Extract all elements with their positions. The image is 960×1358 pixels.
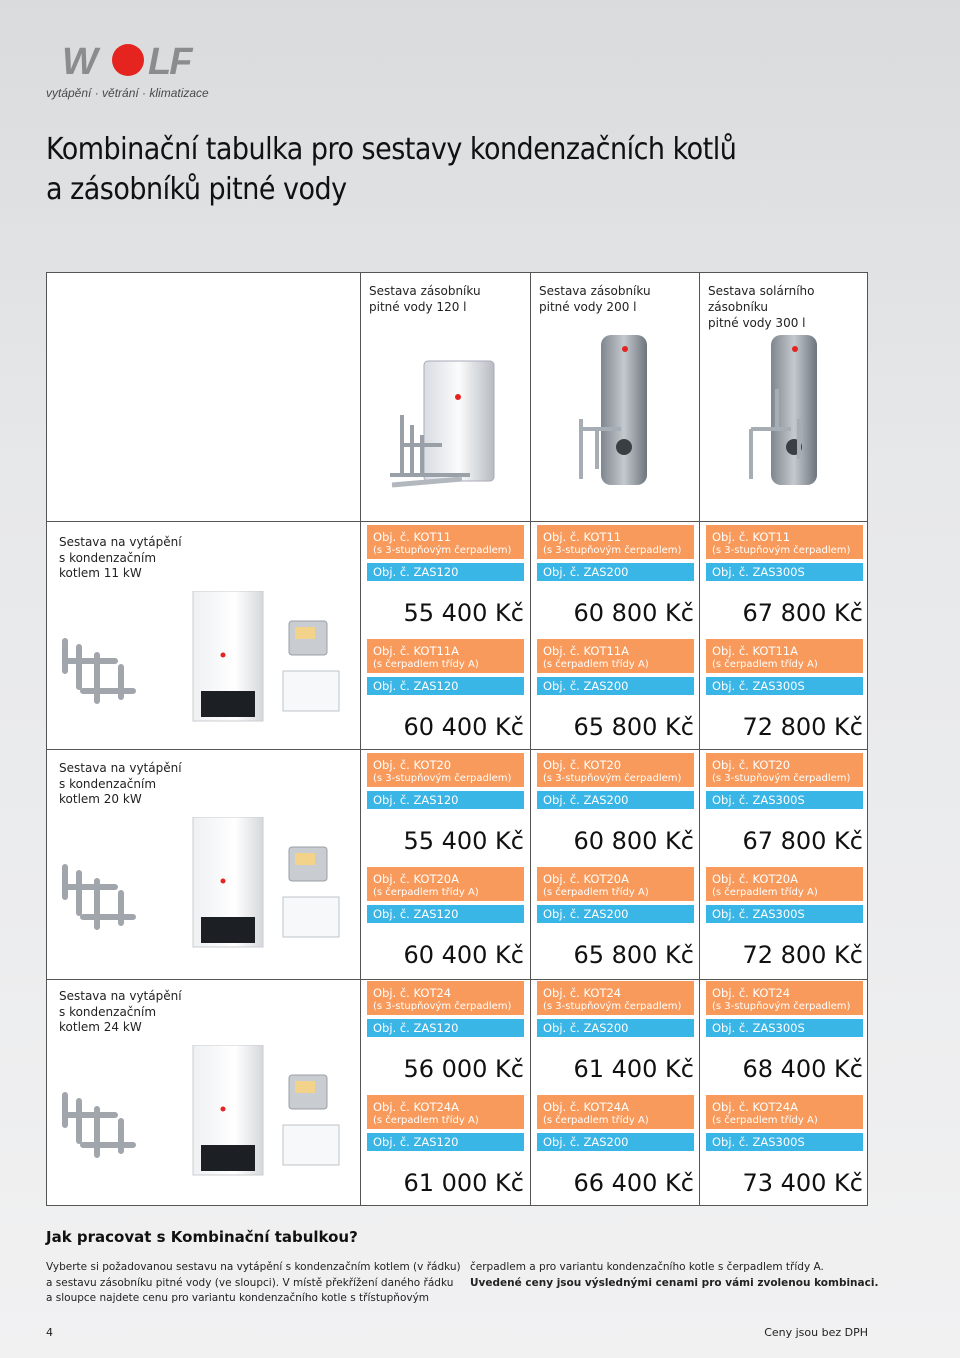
kot-order-box: Obj. č. KOT11 (s 3-stupňovým čerpadlem) (706, 525, 863, 559)
price-value: 72 800 Kč (742, 713, 863, 741)
zas-order-box: Obj. č. ZAS200 (537, 1133, 694, 1151)
price-value: 60 400 Kč (403, 713, 524, 741)
tank-200-image (567, 329, 677, 504)
grid-line (47, 979, 867, 980)
grid-line (47, 749, 867, 750)
grid-line (47, 521, 867, 522)
price-value: 55 400 Kč (403, 599, 524, 627)
zas-order-box: Obj. č. ZAS300S (706, 563, 863, 581)
kot-order-box: Obj. č. KOT11 (s 3-stupňovým čerpadlem) (367, 525, 524, 559)
kot-order-box: Obj. č. KOT24 (s 3-stupňovým čerpadlem) (706, 981, 863, 1015)
zas-order-box: Obj. č. ZAS120 (367, 905, 524, 923)
price-value: 72 800 Kč (742, 941, 863, 969)
boiler-image (61, 591, 351, 731)
column-header-300: Sestava solárního zásobníku pitné vody 300 l (708, 284, 815, 330)
price-value: 55 400 Kč (403, 827, 524, 855)
kot-order-box: Obj. č. KOT20 (s 3-stupňovým čerpadlem) (706, 753, 863, 787)
row-header-20kw: Sestava na vytápění s kondenzačním kotlem 20 kW (59, 761, 182, 806)
price-value: 65 800 Kč (573, 713, 694, 741)
svg-text:LF: LF (148, 41, 191, 80)
price-value: 73 400 Kč (742, 1169, 863, 1197)
price-note: Ceny jsou bez DPH (764, 1326, 868, 1339)
price-value: 66 400 Kč (573, 1169, 694, 1197)
kot-order-box: Obj. č. KOT11 (s 3-stupňovým čerpadlem) (537, 525, 694, 559)
price-value: 61 400 Kč (573, 1055, 694, 1083)
kot-order-box: Obj. č. KOT11A (s čerpadlem třídy A) (537, 639, 694, 673)
zas-order-box: Obj. č. ZAS300S (706, 1019, 863, 1037)
price-value: 56 000 Kč (403, 1055, 524, 1083)
boiler-image (61, 817, 351, 957)
kot-order-box: Obj. č. KOT20A (s čerpadlem třídy A) (367, 867, 524, 901)
kot-order-box: Obj. č. KOT24 (s 3-stupňovým čerpadlem) (537, 981, 694, 1015)
footer-text-left: Vyberte si požadovanou sestavu na vytápění s kondenzačním kotlem (v řádku) a sestavu zásobníku pitné vody (ve sloupci). V místě překřížení daného řádku a sloupce najdete cenu pro variantu kondenzačního kotle s třístupňovým (46, 1261, 461, 1304)
zas-order-box: Obj. č. ZAS120 (367, 791, 524, 809)
grid-line (360, 273, 361, 1205)
zas-order-box: Obj. č. ZAS300S (706, 677, 863, 695)
kot-order-box: Obj. č. KOT20 (s 3-stupňovým čerpadlem) (367, 753, 524, 787)
kot-order-box: Obj. č. KOT11A (s čerpadlem třídy A) (367, 639, 524, 673)
zas-order-box: Obj. č. ZAS300S (706, 1133, 863, 1151)
zas-order-box: Obj. č. ZAS300S (706, 791, 863, 809)
kot-order-box: Obj. č. KOT20 (s 3-stupňovým čerpadlem) (537, 753, 694, 787)
zas-order-box: Obj. č. ZAS200 (537, 1019, 694, 1037)
zas-order-box: Obj. č. ZAS200 (537, 677, 694, 695)
kot-order-box: Obj. č. KOT24A (s čerpadlem třídy A) (537, 1095, 694, 1129)
zas-order-box: Obj. č. ZAS120 (367, 563, 524, 581)
row-header-11kw: Sestava na vytápění s kondenzačním kotlem 11 kW (59, 535, 182, 580)
kot-order-box: Obj. č. KOT24A (s čerpadlem třídy A) (367, 1095, 524, 1129)
page-title: Kombinační tabulka pro sestavy kondenzačních kotlů a zásobníků pitné vody (46, 132, 737, 207)
price-value: 65 800 Kč (573, 941, 694, 969)
zas-order-box: Obj. č. ZAS120 (367, 1133, 524, 1151)
price-value: 68 400 Kč (742, 1055, 863, 1083)
price-value: 60 400 Kč (403, 941, 524, 969)
kot-order-box: Obj. č. KOT24A (s čerpadlem třídy A) (706, 1095, 863, 1129)
footer-heading: Jak pracovat s Kombinační tabulkou? (46, 1228, 358, 1246)
kot-order-box: Obj. č. KOT11A (s čerpadlem třídy A) (706, 639, 863, 673)
zas-order-box: Obj. č. ZAS200 (537, 905, 694, 923)
kot-order-box: Obj. č. KOT20A (s čerpadlem třídy A) (706, 867, 863, 901)
row-header-24kw: Sestava na vytápění s kondenzačním kotlem 24 kW (59, 989, 182, 1034)
price-value: 60 800 Kč (573, 827, 694, 855)
price-value: 67 800 Kč (742, 827, 863, 855)
combination-table (46, 272, 868, 1206)
zas-order-box: Obj. č. ZAS200 (537, 563, 694, 581)
boiler-image (61, 1045, 351, 1185)
brand-tagline: vytápění · větrání · klimatizace (46, 86, 209, 100)
page-number: 4 (46, 1326, 53, 1339)
price-value: 61 000 Kč (403, 1169, 524, 1197)
tank-300-image (737, 329, 847, 504)
column-header-120: Sestava zásobníku pitné vody 120 l (369, 284, 481, 314)
zas-order-box: Obj. č. ZAS300S (706, 905, 863, 923)
footer-text-right: čerpadlem a pro variantu kondenzačního kotle s čerpadlem třídy A. Uvedené ceny jsou výslednými cenami pro vámi zvolenou kombinaci. (470, 1261, 879, 1289)
wolf-logo (62, 40, 196, 80)
zas-order-box: Obj. č. ZAS120 (367, 1019, 524, 1037)
kot-order-box: Obj. č. KOT24 (s 3-stupňovým čerpadlem) (367, 981, 524, 1015)
grid-line (699, 273, 700, 1205)
price-value: 60 800 Kč (573, 599, 694, 627)
column-header-200: Sestava zásobníku pitné vody 200 l (539, 284, 651, 314)
grid-line (530, 273, 531, 1205)
zas-order-box: Obj. č. ZAS200 (537, 791, 694, 809)
svg-text:W: W (62, 41, 96, 80)
kot-order-box: Obj. č. KOT20A (s čerpadlem třídy A) (537, 867, 694, 901)
zas-order-box: Obj. č. ZAS120 (367, 677, 524, 695)
tank-120-image (382, 355, 512, 505)
price-value: 67 800 Kč (742, 599, 863, 627)
